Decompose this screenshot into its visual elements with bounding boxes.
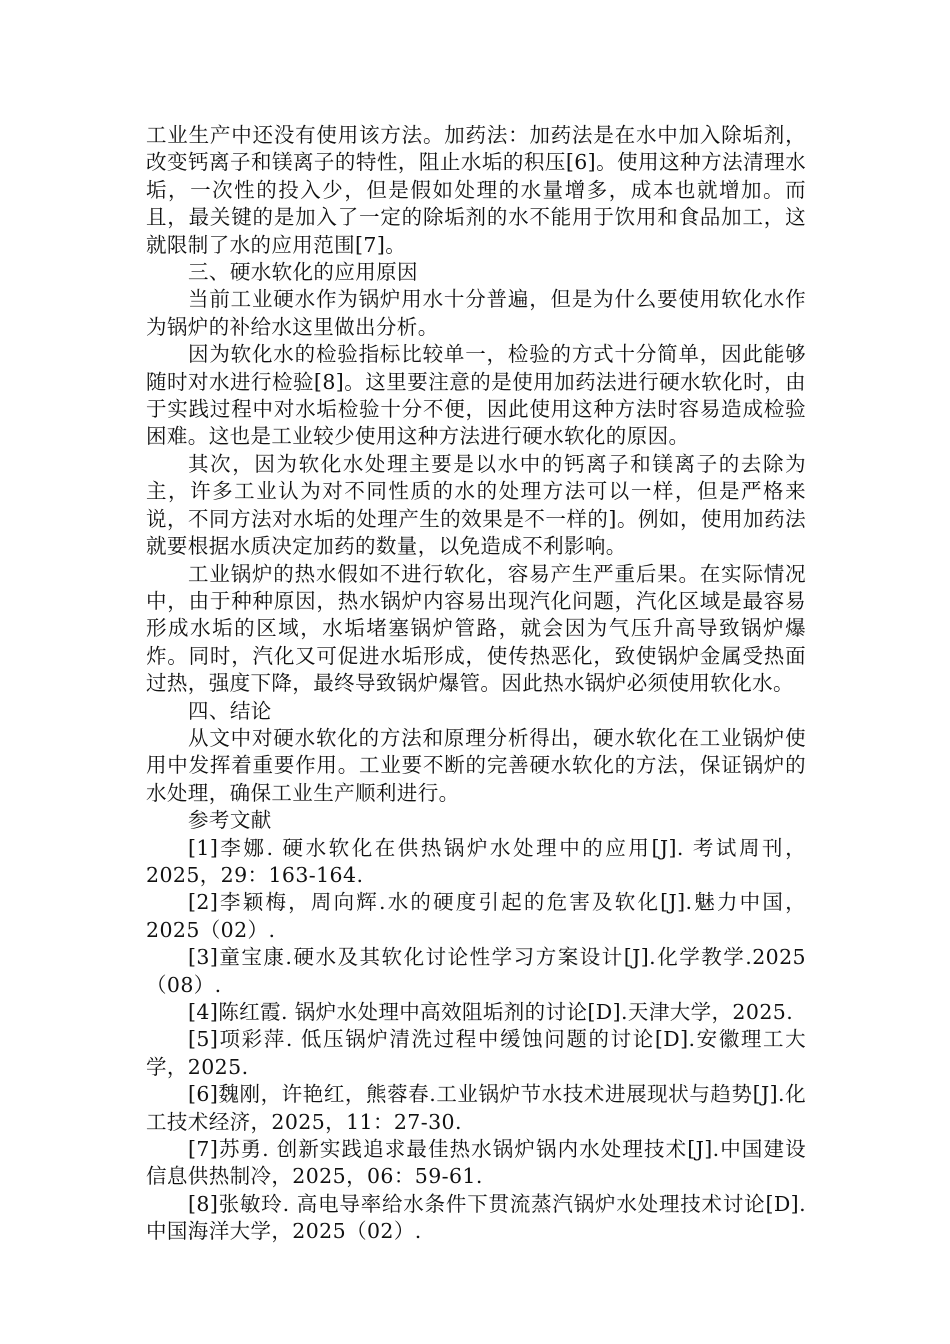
references-heading: 参考文献	[188, 808, 272, 833]
paragraph: 当前工业硬水作为锅炉用水十分普遍，但是为什么要使用软化水作为锅炉的补给水这里做出分析。	[146, 287, 806, 339]
reference-item: [6]魏刚，许艳红，熊蓉春.工业锅炉节水技术进展现状与趋势[J].化工技术经济，2025，11：27-30.	[146, 1082, 806, 1134]
document-page	[146, 122, 806, 1246]
paragraph: 工业锅炉的热水假如不进行软化，容易产生严重后果。在实际情况中，由于种种原因，热水锅炉内容易出现汽化问题，汽化区域是最容易形成水垢的区域，水垢堵塞锅炉管路，就会因为气压升高导致锅炉爆炸。同时，汽化又可促进水垢形成，使传热恶化，致使锅炉金属受热面过热，强度下降，最终导致锅炉爆管。因此热水锅炉必须使用软化水。	[146, 561, 806, 696]
section-heading-3: 三、硬水软化的应用原因	[188, 260, 418, 285]
reference-item: [2]李颖梅，周向辉.水的硬度引起的危害及软化[J].魅力中国，2025（02）.	[146, 890, 806, 942]
paragraph: 因为软化水的检验指标比较单一，检验的方式十分简单，因此能够随时对水进行检验[8]。这里要注意的是使用加药法进行硬水软化时，由于实践过程中对水垢检验十分不便，因此使用这种方法时容易造成检验困难。这也是工业较少使用这种方法进行硬水软化的原因。	[146, 342, 806, 449]
section-heading-4: 四、结论	[188, 698, 272, 723]
reference-item: [5]项彩萍. 低压锅炉清洗过程中缓蚀问题的讨论[D].安徽理工大学，2025.	[146, 1027, 806, 1079]
reference-item: [8]张敏玲. 高电导率给水条件下贯流蒸汽锅炉水处理技术讨论[D].中国海洋大学，2025（02）.	[146, 1191, 806, 1244]
paragraph-continuation: 工业生产中还没有使用该方法。加药法：加药法是在水中加入除垢剂，改变钙离子和镁离子的特性，阻止水垢的积压[6]。使用这种方法清理水垢，一次性的投入少，但是假如处理的水量增多，成本也就增加。而且，最关键的是加入了一定的除垢剂的水不能用于饮用和食品加工，这就限制了水的应用范围[7]。	[146, 123, 806, 257]
paragraph: 其次，因为软化水处理主要是以水中的钙离子和镁离子的去除为主，许多工业认为对不同性质的水的处理方法可以一样，但是严格来说，不同方法对水垢的处理产生的效果是不一样的]。例如，使用加药法就要根据水质决定加药的数量，以免造成不利影响。	[146, 451, 806, 559]
reference-item: [7]苏勇. 创新实践追求最佳热水锅炉锅内水处理技术[J].中国建设信息供热制冷，2025，06：59-61.	[146, 1137, 806, 1189]
paragraph: 从文中对硬水软化的方法和原理分析得出，硬水软化在工业锅炉使用中发挥着重要作用。工业要不断的完善硬水软化的方法，保证锅炉的水处理，确保工业生产顺利进行。	[146, 725, 806, 805]
reference-item: [1]李娜. 硬水软化在供热锅炉水处理中的应用[J]. 考试周刊，2025，29：163-164.	[146, 835, 806, 887]
reference-item: [3]童宝康.硬水及其软化讨论性学习方案设计[J].化学教学.2025（08）.	[146, 945, 806, 997]
reference-item: [4]陈红霞. 锅炉水处理中高效阻垢剂的讨论[D].天津大学，2025.	[188, 1000, 794, 1024]
